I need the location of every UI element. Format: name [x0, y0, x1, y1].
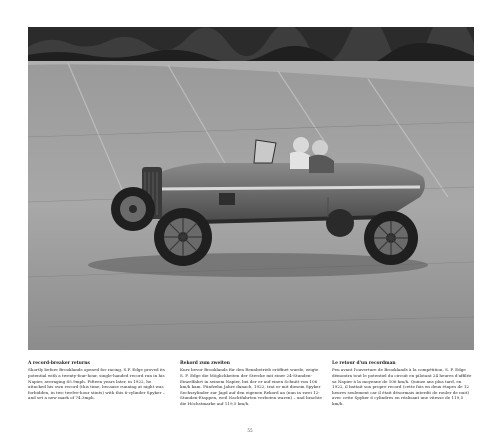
- captions: [28, 361, 474, 407]
- caption-english: [28, 361, 170, 407]
- caption-german: [180, 361, 322, 407]
- page-number: 55: [247, 428, 253, 433]
- caption-heading: Rekord zum zweiten: [180, 361, 230, 366]
- caption-body: Kurz bevor Brooklands für den Rennbetrieb eröffnet wurde, zeigte S. F. Edge die Möglichkeiten der Strecke mit einer 24-Stunden-Einzelfahrt in seinem Napier, bei der er auf einen Schnitt von 106 km/h kam. Fünfzehn Jahre danach, 1922, trat er mit diesem Spyker Sechszylinder zur Jagd auf den eigenen Rekord an (nun in zwei 12-Stunden-Etappen, weil Nachtfahrten verboten waren) – und brachte die Höchstmarke auf 119,5 km/h.: [180, 367, 322, 406]
- caption-body: Shortly before Brooklands opened for racing, S.F. Edge proved its potential with a twenty-four-hour, single-handed record run in his Napier, averaging 65.9mph. Fifteen years later, in 1922, he attacked his own record (this time, because running at night was forbidden, in two twelve-hour stints) with this 6-cylinder Spyker – and set a new mark of 74.3mph.: [28, 367, 165, 401]
- caption-french: [332, 361, 474, 407]
- caption-heading: A record-breaker returns: [28, 361, 90, 366]
- race-car-photo: [28, 27, 474, 350]
- caption-heading: Le retour d'un recordman: [332, 361, 396, 366]
- caption-body: Peu avant l'ouverture de Brooklands à la compétition, S. F. Edge démontra tout le potentiel du circuit en pilotant 24 heures d'affilée sa Napier à la moyenne de 106 km/h. Quinze ans plus tard, en 1922, il battait son propre record (cette fois en deux étapes de 12 heures seulement car il était désormais interdit de rouler de nuit) avec cette Spyker 6 cylindres en réalisant une vitesse de 119,5 km/h.: [332, 367, 472, 406]
